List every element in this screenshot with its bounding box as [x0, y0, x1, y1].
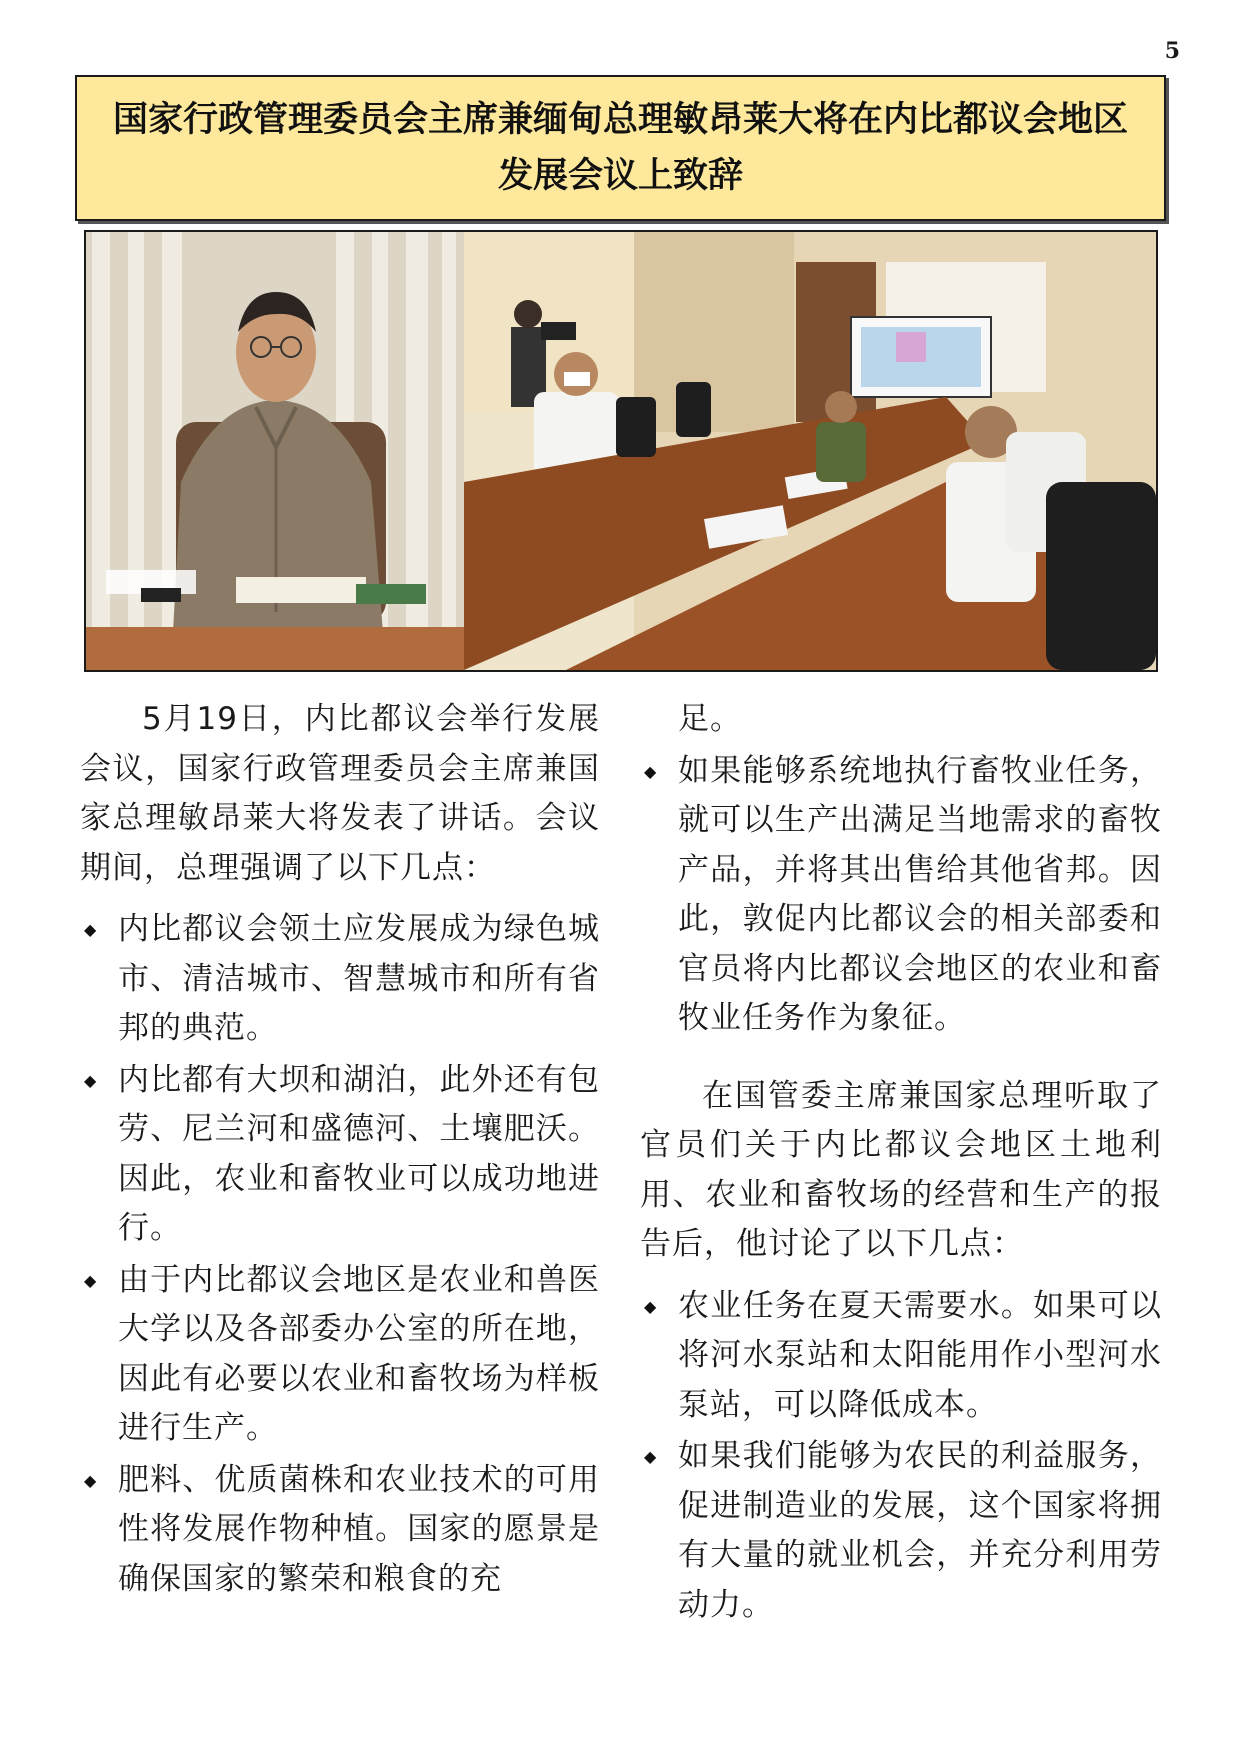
list-item	[640, 1282, 1162, 1431]
diamond-bullet-icon: ◆	[644, 761, 658, 781]
diamond-bullet-icon: ◆	[84, 920, 98, 939]
bullet-text: 如果我们能够为农民的利益服务，促进制造业的发展，这个国家将拥有大量的就业机会，并充分利用劳动力。	[678, 1438, 1162, 1623]
list-item	[640, 747, 1162, 1044]
list-item	[80, 1256, 600, 1454]
right-column	[640, 695, 1162, 1650]
headline-title: 国家行政管理委员会主席兼缅甸总理敏昂莱大将在内比都议会地区发展会议上致辞	[112, 100, 1128, 196]
page-number: 5	[1164, 38, 1180, 64]
diamond-bullet-icon: ◆	[84, 1470, 98, 1490]
left-column	[80, 695, 600, 1624]
continuation-text: 足。	[678, 701, 742, 737]
diamond-bullet-icon: ◆	[644, 1296, 658, 1316]
diamond-bullet-icon: ◆	[84, 1270, 98, 1290]
left-bullet-list	[80, 905, 600, 1604]
meeting-photo-illustration	[86, 232, 1156, 670]
list-item	[80, 1456, 600, 1605]
right-bullet-list-2	[640, 1282, 1162, 1631]
list-item	[640, 1432, 1162, 1630]
report-paragraph: 在国管委主席兼国家总理听取了官员们关于内比都议会地区土地利用、农业和畜牧场的经营和生产的报告后，他讨论了以下几点：	[640, 1077, 1162, 1262]
right-bullet-list-1	[640, 747, 1162, 1044]
meeting-photo	[84, 230, 1158, 672]
bullet-text: 内比都有大坝和湖泊，此外还有包劳、尼兰河和盛德河、土壤肥沃。因此，农业和畜牧业可以成功地进行。	[118, 1061, 600, 1246]
bullet-text: 如果能够系统地执行畜牧业任务，就可以生产出满足当地需求的畜牧产品，并将其出售给其他省邦。因此，敦促内比都议会的相关部委和官员将内比都议会地区的农业和畜牧业任务作为象征。	[678, 752, 1162, 1036]
left-photo-speaker	[86, 232, 464, 670]
intro-paragraph: 5月19日，内比都议会举行发展会议，国家行政管理委员会主席兼国家总理敏昂莱大将发表了讲话。会议期间，总理强调了以下几点：	[80, 701, 600, 886]
bullet-text: 肥料、优质菌株和农业技术的可用性将发展作物种植。国家的愿景是确保国家的繁荣和粮食的充	[118, 1461, 600, 1597]
headline-box	[75, 75, 1166, 221]
bullet-text: 内比都议会领土应发展成为绿色城市、清洁城市、智慧城市和所有省邦的典范。	[118, 911, 600, 1046]
diamond-bullet-icon: ◆	[84, 1070, 98, 1090]
bullet-text: 由于内比都议会地区是农业和兽医大学以及各部委办公室的所在地，因此有必要以农业和畜牧场为样板进行生产。	[118, 1261, 600, 1446]
list-item	[80, 905, 600, 1054]
diamond-bullet-icon: ◆	[644, 1447, 658, 1466]
bullet-text: 农业任务在夏天需要水。如果可以将河水泵站和太阳能用作小型河水泵站，可以降低成本。	[678, 1287, 1162, 1423]
list-item	[80, 1056, 600, 1254]
